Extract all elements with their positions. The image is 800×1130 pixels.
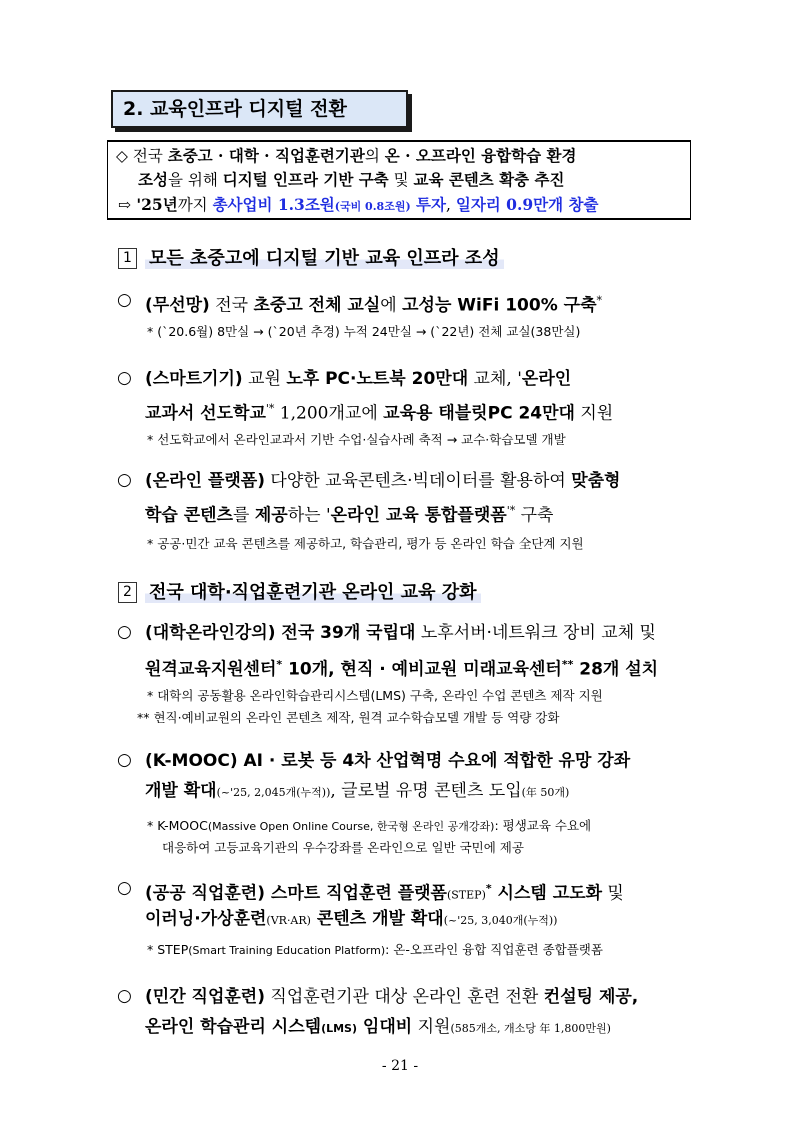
section-heading-1: 1 모든 초중고에 디지털 기반 교육 인프라 조성 (118, 244, 504, 274)
bullet-wireless: (무선망) 전국 초중고 전체 교실에 고성능 WiFi 100% 구축* (145, 294, 602, 316)
bullet-private-training-line-1: (민간 직업훈련) 직업훈련기관 대상 온라인 훈련 전환 컨설팅 제공, (145, 987, 639, 1007)
bullet-public-training-line-2: 이러닝·가상훈련(VR·AR) 콘텐츠 개발 확대(~'25, 3,040개(누적)) (145, 909, 558, 929)
section-title: 2. 교육인프라 디지털 전환 (111, 90, 408, 128)
section-heading-2: 2 전국 대학·직업훈련기관 온라인 교육 강화 (118, 578, 481, 608)
bullet-icon: ○ (117, 470, 132, 490)
bullet-university-line-2: 원격교육지원센터* 10개, 현직 · 예비교원 미래교육센터** 28개 설치 (145, 658, 659, 680)
bullet-platform-line-2: 학습 콘텐츠를 제공하는 '온라인 교육 통합플랫폼'* 구축 (145, 504, 554, 526)
bullet-icon: ○ (117, 622, 132, 642)
note-kmooc-1: * K-MOOC(Massive Open Online Course, 한국형 온라인 공개강좌): 평생교육 수요에 (147, 818, 592, 833)
note-kmooc-2: 대응하여 고등교육기관의 우수강좌를 온라인으로 일반 국민에 제공 (162, 840, 524, 855)
arrow-right-icon: ⇨ (118, 196, 131, 214)
summary-line-3: ⇨ '25년까지 총사업비 1.3조원(국비 0.8조원) 투자, 일자리 0.9만개 창출 (118, 195, 599, 214)
bullet-smart-device-line-1: (스마트기기) 교원 노후 PC·노트북 20만대 교체, '온라인 (145, 369, 572, 389)
diamond-icon: ◇ (116, 147, 128, 165)
bullet-platform-line-1: (온라인 플랫폼) 다양한 교육콘텐츠·빅데이터를 활용하여 맞춤형 (145, 471, 621, 491)
bullet-icon: ○ (117, 878, 132, 898)
bullet-smart-device-line-2: 교과서 선도학교'* 1,200개교에 교육용 태블릿PC 24만대 지원 (145, 402, 614, 424)
note-wireless: * (`20.6월) 8만실 → (`20년 추경) 누적 24만실 → (`22년) 전체 교실(38만실) (147, 324, 581, 339)
bullet-kmooc-line-2: 개발 확대(~'25, 2,045개(누적)), 글로벌 유명 콘텐츠 도입(年 50개) (145, 781, 570, 801)
note-smart-device: * 선도학교에서 온라인교과서 기반 수업·실습사례 축적 → 교수·학습모델 개발 (147, 432, 566, 447)
summary-box (107, 140, 691, 220)
note-public-training: * STEP(Smart Training Education Platform): 온-오프라인 융합 직업훈련 종합플랫폼 (147, 942, 603, 957)
page-number: - 21 - (381, 1058, 419, 1074)
bullet-icon: ○ (117, 368, 132, 388)
bullet-public-training-line-1: (공공 직업훈련) 스마트 직업훈련 플랫폼(STEP)* 시스템 고도화 및 (145, 882, 624, 904)
bullet-icon: ○ (117, 986, 132, 1006)
bullet-university-line-1: (대학온라인강의) 전국 39개 국립대 노후서버·네트워크 장비 교체 및 (145, 623, 656, 643)
bullet-kmooc-line-1: (K-MOOC) AI · 로봇 등 4차 산업혁명 수요에 적합한 유망 강좌 (145, 751, 631, 771)
summary-line-1: ◇ 전국 초중고 · 대학 · 직업훈련기관의 온 · 오프라인 융합학습 환경 (116, 146, 577, 165)
bullet-private-training-line-2: 온라인 학습관리 시스템(LMS) 임대비 지원(585개소, 개소당 年 1,800만원) (145, 1017, 611, 1037)
note-university-1: * 대학의 공동활용 온라인학습관리시스템(LMS) 구축, 온라인 수업 콘텐츠 제작 지원 (147, 688, 603, 703)
summary-line-2: 조성을 위해 디지털 인프라 기반 구축 및 교육 콘텐츠 확충 추진 (138, 170, 565, 189)
note-platform: * 공공·민간 교육 콘텐츠를 제공하고, 학습관리, 평가 등 온라인 학습 全단계 지원 (147, 536, 584, 551)
bullet-icon: ○ (117, 290, 132, 310)
bullet-icon: ○ (117, 750, 132, 770)
note-university-2: ** 현직·예비교원의 온라인 콘텐츠 제작, 원격 교수학습모델 개발 등 역량 강화 (137, 710, 560, 725)
